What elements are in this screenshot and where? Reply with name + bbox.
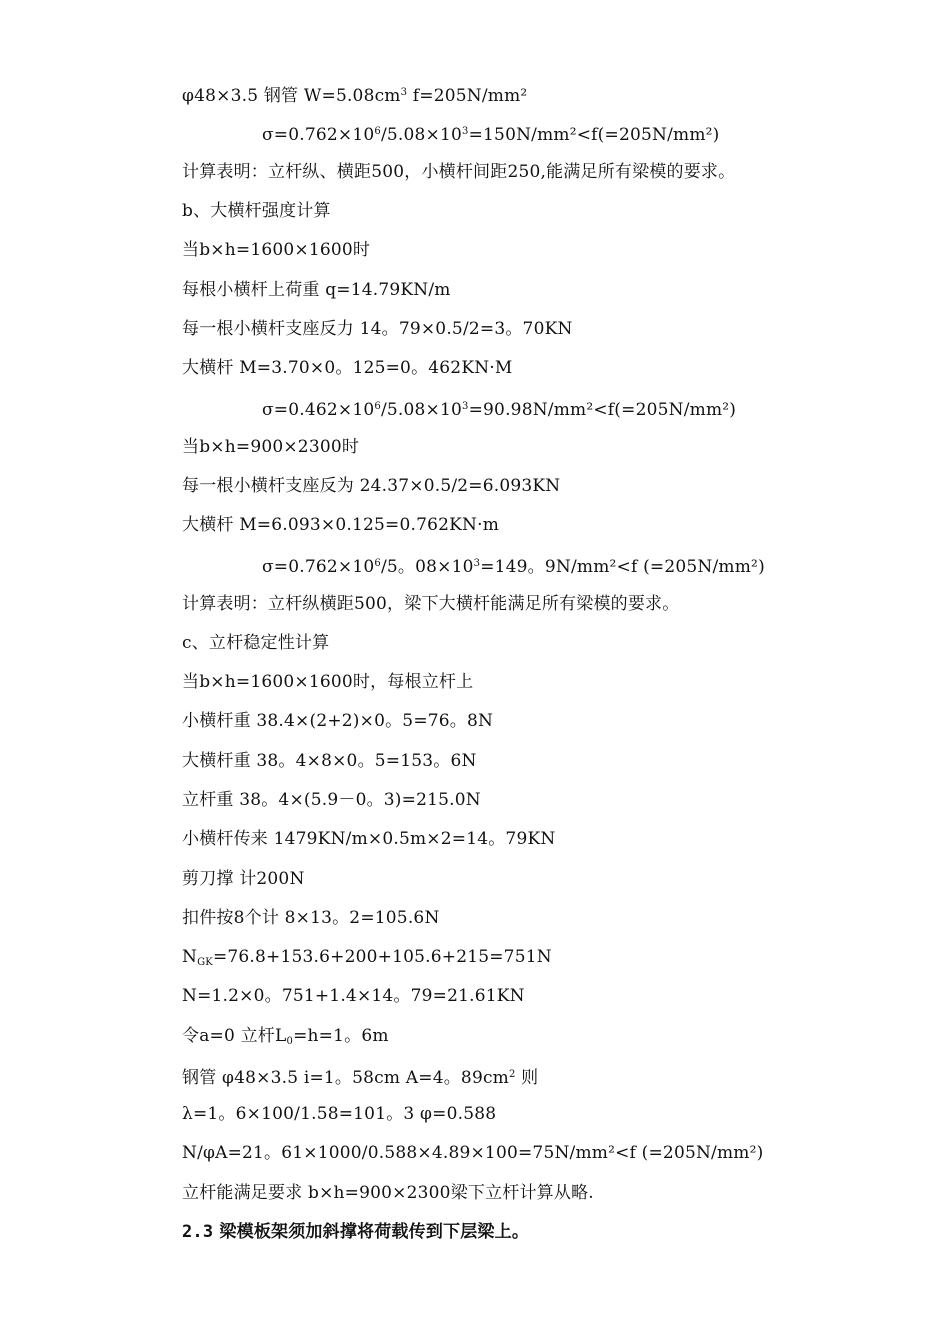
calc-line: 小横杆重 38.4×(2+2)×0。5=76。8N: [182, 711, 494, 731]
steel-pipe-spec-line: φ48×3.5 钢管 $W=5.08cm^3$ f=205N/mm²: [182, 86, 528, 106]
section-heading-2-3: 2.3 梁模板架须加斜撑将荷载传到下层梁上。: [182, 1222, 530, 1242]
stress-formula-line: $\sigma=0.762\times 10^6/5$。$08\times 10^3=149$。9N/mm²<f (=205N/mm²): [262, 557, 765, 577]
case-line: 当b×h=900×2300时: [182, 437, 360, 457]
section-heading-b: b、大横杆强度计算: [182, 201, 331, 221]
pipe-section-line: 钢管 φ48×3.5 i=1。58cm A=4。$89cm^2$ 则: [182, 1068, 539, 1088]
ngk-line: $N_{GK}=76.8+153.6+200+105.6+215=751N$: [182, 947, 552, 968]
calc-line: 大横杆 M=3.70×0。125=0。462KN·M: [182, 358, 513, 378]
calc-line: N=1.2×0。751+1.4×14。79=21.61KN: [182, 986, 525, 1006]
calc-line: 每根小横杆上荷重 q=14.79KN/m: [182, 280, 451, 300]
calc-line: 小横杆传来 1479KN/m×0.5m×2=14。79KN: [182, 829, 556, 849]
calc-line: 大横杆重 38。4×8×0。5=153。6N: [182, 751, 477, 771]
conclusion-line: 计算表明：立杆纵横距500，梁下大横杆能满足所有梁模的要求。: [182, 594, 680, 614]
case-line: 当b×h=1600×1600时，每根立杆上: [182, 672, 474, 692]
stress-formula-line: $\sigma=0.762\times 10^6/5.08\times 10^3=150N/mm^2<f(=205N/mm^2)$: [262, 125, 720, 145]
calc-line: 大横杆 M=6.093×0.125=0.762KN·m: [182, 515, 500, 535]
stress-formula-line: $\sigma=0.462\times 10^6/5.08\times 10^3=90.98N/mm^2<f(=205N/mm^2)$: [262, 400, 737, 420]
conclusion-line: 计算表明：立杆纵、横距500，小横杆间距250,能满足所有梁模的要求。: [182, 162, 736, 182]
calc-line: 每一根小横杆支座反力 14。79×0.5/2=3。70KN: [182, 319, 573, 339]
calc-line: 立杆重 38。4×(5.9－0。3)=215.0N: [182, 790, 481, 810]
calc-line: 每一根小横杆支座反为 24.37×0.5/2=6.093KN: [182, 476, 561, 496]
calc-line: 剪刀撑 计200N: [182, 869, 305, 889]
calc-line: N/φA=21。61×1000/0.588×4.89×100=75N/mm²<f (=205N/mm²): [182, 1143, 764, 1163]
calc-line: λ=1。6×100/1.58=101。3 φ=0.588: [182, 1104, 497, 1124]
section-heading-c: c、立杆稳定性计算: [182, 633, 330, 653]
conclusion-line: 立杆能满足要求 b×h=900×2300梁下立杆计算从略.: [182, 1183, 594, 1203]
case-line: 当b×h=1600×1600时: [182, 240, 371, 260]
length-line: 令a=0 立杆$L_0=h=1$。6m: [182, 1026, 389, 1047]
calc-line: 扣件按8个计 8×13。2=105.6N: [182, 908, 440, 928]
